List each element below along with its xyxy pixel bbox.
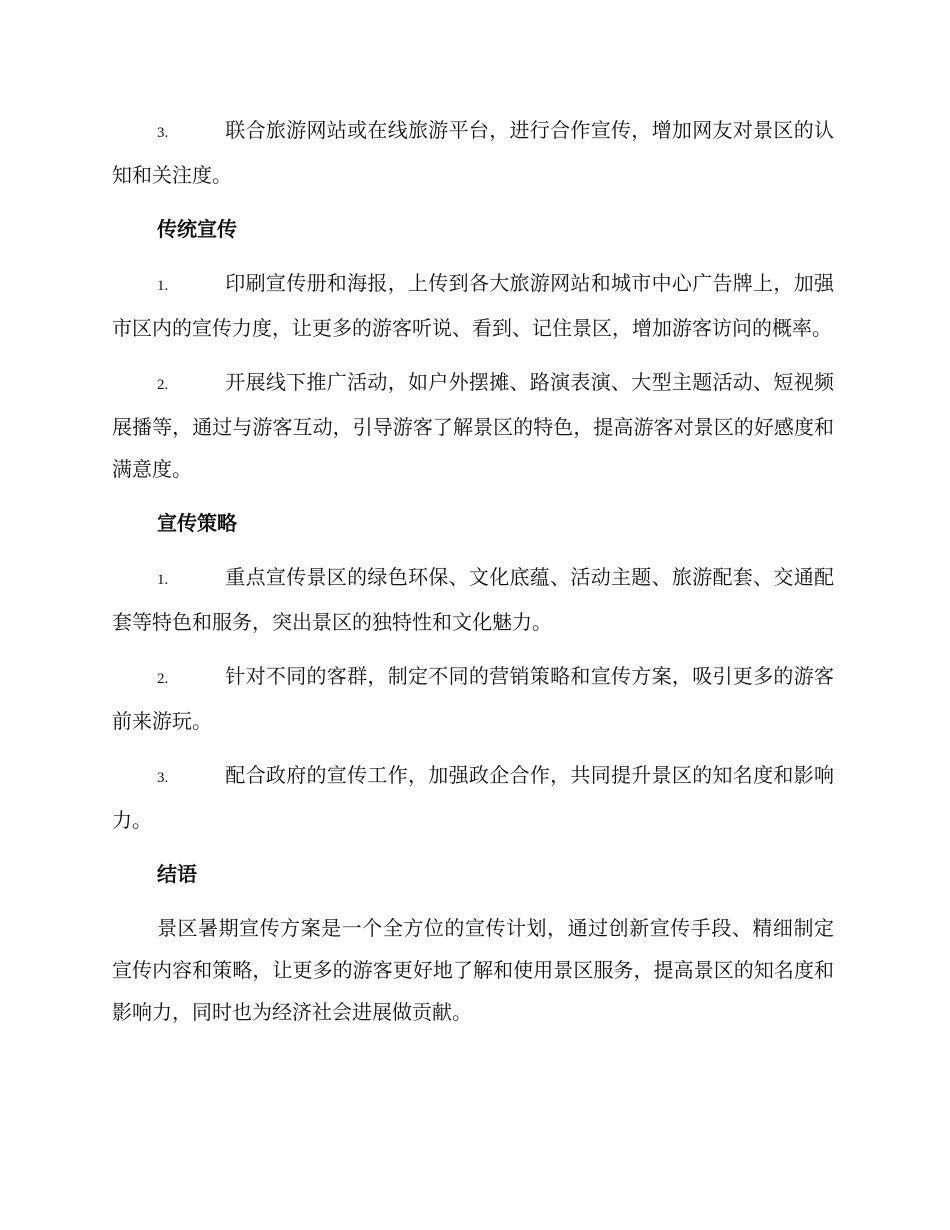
list-item (112, 655, 834, 742)
list-item-text: 重点宣传景区的绿色环保、文化底蕴、活动主题、旅游配套、交通配套等特色和服务，突出景区的独特性和文化魅力。 (112, 565, 834, 634)
list-item-number: 3. (157, 125, 169, 141)
conclusion-paragraph: 景区暑期宣传方案是一个全方位的宣传计划，通过创新宣传手段、精细制定宣传内容和策略，让更多的游客更好地了解和使用景区服务，提高景区的知名度和影响力，同时也为经济社会进展做贡献。 (112, 916, 834, 1024)
list-item-number: 2. (157, 377, 169, 393)
section-heading-traditional: 传统宣传 (157, 217, 237, 241)
list-item-number: 2. (157, 671, 169, 687)
list-item (112, 109, 834, 196)
list-item-number: 3. (157, 770, 169, 786)
document-body (112, 109, 834, 1033)
list-item-text: 联合旅游网站或在线旅游平台，进行合作宣传，增加网友对景区的认知和关注度。 (112, 118, 834, 187)
list-item-text: 配合政府的宣传工作，加强政企合作，共同提升景区的知名度和影响力。 (112, 763, 834, 832)
list-item (112, 262, 834, 349)
list-item (112, 361, 834, 490)
list-item-number: 1. (157, 572, 169, 588)
list-item-text: 印刷宣传册和海报，上传到各大旅游网站和城市中心广告牌上，加强市区内的宣传力度，让更多的游客听说、看到、记住景区，增加游客访问的概率。 (112, 271, 834, 340)
section-heading-strategy: 宣传策略 (157, 511, 237, 535)
list-item (112, 754, 834, 841)
list-item-number: 1. (157, 278, 169, 294)
section-heading-conclusion: 结语 (157, 862, 197, 886)
list-item-text: 针对不同的客群，制定不同的营销策略和宣传方案，吸引更多的游客前来游玩。 (112, 664, 834, 733)
list-item-text: 开展线下推广活动，如户外摆摊、路演表演、大型主题活动、短视频展播等，通过与游客互动，引导游客了解景区的特色，提高游客对景区的好感度和满意度。 (112, 370, 834, 481)
list-item (112, 556, 834, 643)
